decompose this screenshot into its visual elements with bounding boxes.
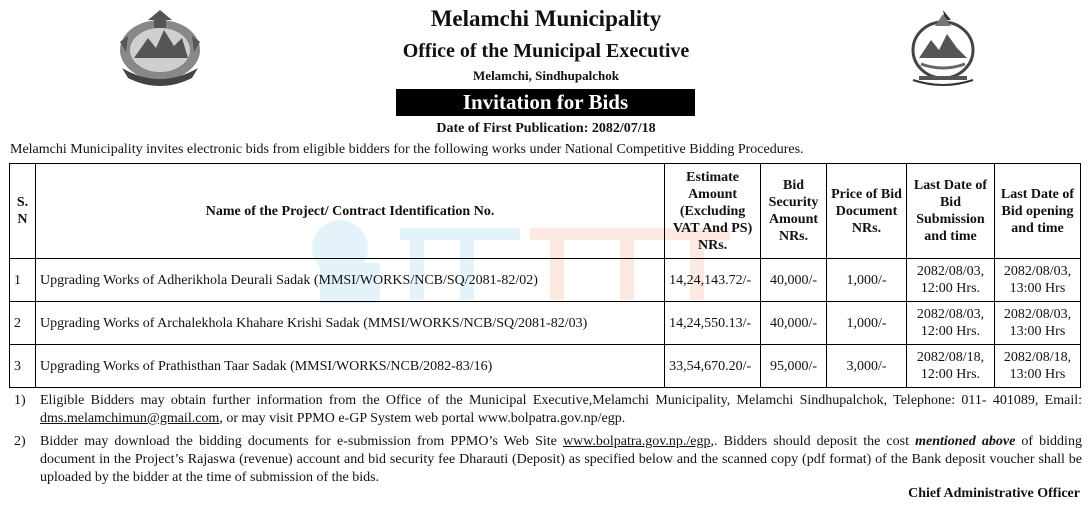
cell-project-name: Upgrading Works of Archalekhola Khahare Krishi Sadak (MMSI/WORKS/NCB/SQ/2081-82/03) (35, 302, 664, 345)
cell-sn: 3 (10, 345, 36, 388)
table-row (10, 302, 1081, 345)
intro-paragraph: Melamchi Municipality invites electronic bids from eligible bidders for the following works under National Competitive Bidding Procedures. (10, 142, 804, 157)
email-link[interactable]: dms.melamchimun@gmail.com (40, 411, 220, 426)
office-subtitle: Office of the Municipal Executive (402, 40, 690, 62)
note-text: Eligible Bidders may obtain further information from the Office of the Municipal Executive,Melamchi Municipality, Melamchi Sindhupalchok, Telephone: 011- 401089, Email: (40, 393, 1082, 408)
cell-document-price: 3,000/- (827, 345, 907, 388)
invitation-banner: Invitation for Bids (396, 89, 695, 116)
cell-project-name: Upgrading Works of Prathisthan Taar Sadak (MMSI/WORKS/NCB/2082-83/16) (35, 345, 664, 388)
note-text: Bidder may download the bidding documents for e-submission from PPMO’s Web Site (40, 434, 563, 449)
table-row (10, 345, 1081, 388)
publication-date: Date of First Publication: 2082/07/18 (436, 121, 656, 136)
header-estimate: Estimate Amount (Excluding VAT And PS) NRs. (665, 164, 761, 259)
header-sn: S. N (10, 164, 36, 259)
note-text: , or may visit PPMO e-GP System web portal www.bolpatra.gov.np/egp. (219, 411, 626, 426)
cell-bid-security: 95,000/- (761, 345, 827, 388)
table-header-row (10, 164, 1081, 259)
note-emphasis: mentioned above (915, 434, 1016, 449)
cell-document-price: 1,000/- (827, 302, 907, 345)
cell-estimate: 33,54,670.20/- (665, 345, 761, 388)
municipality-title: Melamchi Municipality (430, 6, 662, 31)
note-item (10, 433, 1082, 487)
cell-opening-date: 2082/08/03, 13:00 Hrs (994, 302, 1080, 345)
website-link[interactable]: www.bolpatra.gov.np./egp (562, 434, 711, 449)
cell-bid-security: 40,000/- (761, 259, 827, 302)
cell-sn: 2 (10, 302, 36, 345)
cell-opening-date: 2082/08/18, 13:00 Hrs (994, 345, 1080, 388)
header-opening-date: Last Date of Bid opening and time (994, 164, 1080, 259)
notes-section (10, 392, 1082, 487)
note-number: 2) (14, 434, 26, 449)
header-bid-security: Bid Security Amount NRs. (761, 164, 827, 259)
location-line: Melamchi, Sindhupalchok (473, 68, 619, 83)
cell-document-price: 1,000/- (827, 259, 907, 302)
cell-bid-security: 40,000/- (761, 302, 827, 345)
note-text: of bidding document in the Project’s Rajaswa (revenue) account and bid security fee Dharauti (Deposit) as specified below and the scanned copy (pdf format) of the Bank deposit voucher shall be uploaded by the bidder at the time of submission of the bids. (40, 434, 1082, 485)
cell-project-name: Upgrading Works of Adherikhola Deurali Sadak (MMSI/WORKS/NCB/SQ/2081-82/02) (35, 259, 664, 302)
note-item (10, 392, 1082, 428)
table-row (10, 259, 1081, 302)
cell-estimate: 14,24,143.72/- (665, 259, 761, 302)
bids-table (9, 163, 1081, 388)
signature-title: Chief Administrative Officer (908, 486, 1080, 501)
header-document-price: Price of Bid Document NRs. (827, 164, 907, 259)
notice-header (0, 0, 1092, 140)
cell-sn: 1 (10, 259, 36, 302)
cell-submission-date: 2082/08/03, 12:00 Hrs. (907, 259, 995, 302)
cell-submission-date: 2082/08/03, 12:00 Hrs. (907, 302, 995, 345)
cell-submission-date: 2082/08/18, 12:00 Hrs. (907, 345, 995, 388)
header-submission-date: Last Date of Bid Submission and time (907, 164, 995, 259)
note-number: 1) (14, 393, 26, 408)
cell-estimate: 14,24,550.13/- (665, 302, 761, 345)
header-project-name: Name of the Project/ Contract Identification No. (35, 164, 664, 259)
cell-opening-date: 2082/08/03, 13:00 Hrs (994, 259, 1080, 302)
note-text: ,. Bidders should deposit the cost (710, 434, 916, 449)
